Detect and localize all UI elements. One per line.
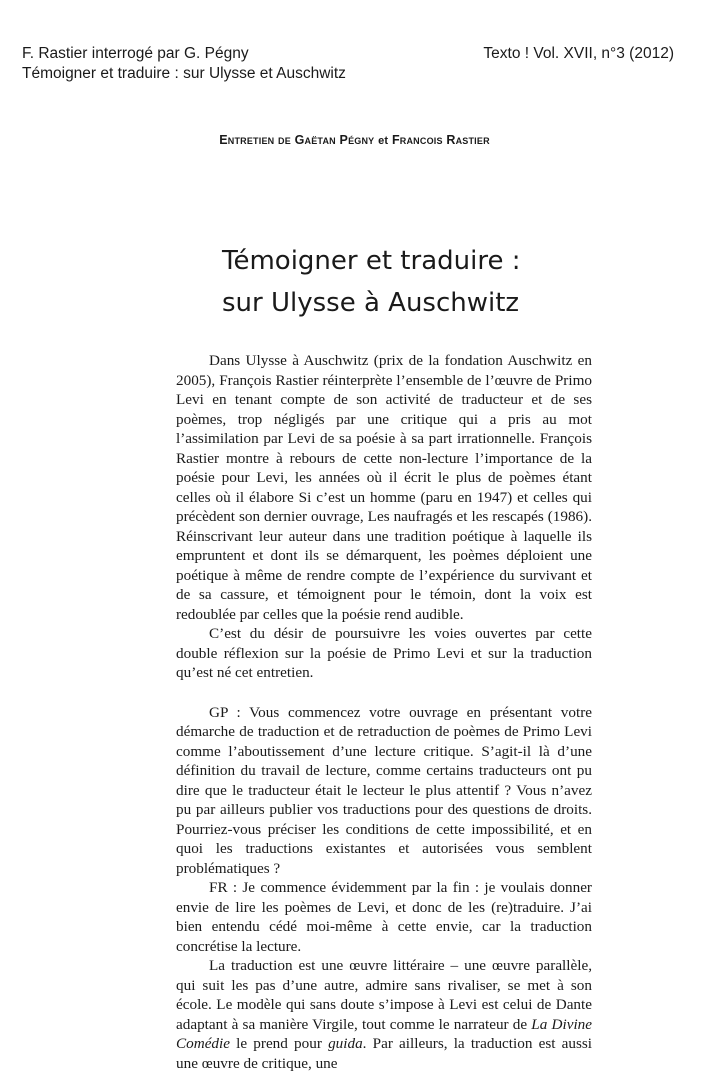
answer-fr-paragraph: FR : Je commence évidemment par la fin : je voulais donner envie de lire les poèmes de Levi, et donc de les (re)traduire. J’ai bien entendu cédé moi-même à cette envie, car la traduction concrétise la lecture. (176, 879, 592, 955)
article-body (176, 351, 592, 1073)
running-head (22, 44, 674, 84)
running-head-row-1 (22, 44, 674, 64)
abstract-closing-paragraph: C’est du désir de poursuivre les voies ouvertes par cette double réflexion sur la poésie de Primo Levi et sur la traduction qu’est né cet entretien. (176, 625, 592, 681)
byline-conjunction: et (378, 135, 389, 147)
running-head-row-2 (22, 64, 674, 84)
abstract-paragraph: Dans Ulysse à Auschwitz (prix de la fondation Auschwitz en 2005), François Rastier réinterprète l’ensemble de l’œuvre de Primo Levi en tenant compte de son activité de traducteur et de ses poèmes, trop négligés par une critique qui a pris au mot l’assimilation par Levi de sa poésie à sa part irrationnelle. François Rastier montre à rebours de cette non-lecture l’importance de la poésie pour Levi, les années où il écrit le plus de poèmes étant celles où il élabore Si c’est un homme (paru en 1947) et celles qui précèdent son dernier ouvrage, Les naufragés et les rescapés (1986). Réinscrivant leur auteur dans une tradition poétique à laquelle ils empruntent et dont ils se démarquent, les poèmes déploient une poétique à même de rendre compte de l’expérience du survivant et de sa cassure, et témoignent pour le témoin, dont la voix est redoublée par celles que la poésie rend audible. (176, 352, 592, 623)
translation-text-b: le prend pour (230, 1035, 329, 1052)
divine-comedy-title: La Divine Comédie (176, 1015, 592, 1052)
article-title (222, 240, 642, 324)
journal-reference: Texto ! Vol. XVII, n°3 (2012) (483, 45, 674, 62)
interview-byline (0, 133, 709, 147)
byline-interviewer: Entretien de Gaëtan Pégny (219, 133, 375, 147)
article-short-title: Témoigner et traduire : sur Ulysse et Auschwitz (22, 65, 346, 82)
author-line: F. Rastier interrogé par G. Pégny (22, 45, 249, 62)
translation-text-a: La traduction est une œuvre littéraire – une œuvre parallèle, qui suit les pas d’une autre, admire sans rivaliser, se met à son école. Le modèle qui sans doute s’impose à Levi est celui de Dante adaptant à sa manière Virgile, tout comme le narrateur de (176, 957, 592, 1033)
title-line-1: Témoigner et traduire : (222, 246, 521, 276)
byline-interviewee: Francois Rastier (391, 133, 490, 147)
question-gp-paragraph: GP : Vous commencez votre ouvrage en présentant votre démarche de traduction et de retraduction de poèmes de Primo Levi comme l’aboutissement d’une lecture critique. S’agit-il là d’une définition du travail de lecture, comme certains traducteurs ont pu dire que le traducteur était le lecteur le plus attentif ? Vous n’avez pu par ailleurs publier vos traductions pour des questions de droits. Pourriez-vous préciser les conditions de cette impossibilité, et en quoi les traductions existantes et autorisées vous semblent problématiques ? (176, 703, 592, 877)
translation-paragraph (176, 956, 592, 1073)
title-line-2: sur Ulysse à Auschwitz (222, 288, 520, 318)
translation-text-c: . Par ailleurs, la traduction est aussi une œuvre de critique, une (176, 1035, 592, 1072)
guida-word: guida (328, 1035, 363, 1052)
